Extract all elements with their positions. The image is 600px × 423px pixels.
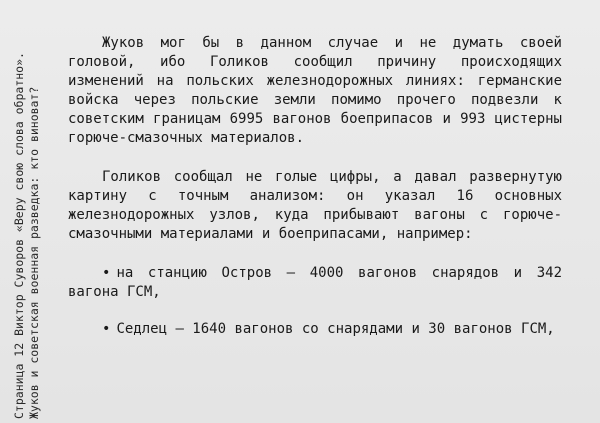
margin-note bbox=[4, 0, 66, 419]
paragraph: Жуков мог бы в данном случае и не думать своей головой, ибо Голиков сообщил причину происходящих изменений на польских железнодорожных линиях: германские войска через польские земли помимо прочего подвезли к советским границам 6995 вагонов боеприпасов и 993 цистерны горюче-смазочных материалов. bbox=[68, 35, 562, 146]
list-item-text: Седлец — 1640 вагонов со снарядами и 30 вагонов ГСМ, bbox=[116, 321, 555, 337]
main-text bbox=[68, 34, 562, 357]
margin-note-line-2: Жуков и советская военная разведка: кто виноват? bbox=[27, 86, 41, 419]
list-item bbox=[68, 264, 562, 302]
paragraph: Голиков сообщал не голые цифры, а давал развернутую картину с точным анализом: он указал 16 основных железнодорожных узлов, куда прибывают вагоны с горюче-смазочными материалами и боеприпасами, например: bbox=[68, 169, 562, 242]
bullet-icon: • bbox=[102, 265, 111, 281]
margin-note-line-1: Страница 12 Виктор Суворов «Веру свою слова обратно». bbox=[12, 52, 26, 419]
list-item bbox=[68, 320, 562, 339]
bullet-icon: • bbox=[102, 321, 111, 337]
list-item-text: на станцию Остров — 4000 вагонов снарядов и 342 вагона ГСМ, bbox=[68, 265, 562, 300]
